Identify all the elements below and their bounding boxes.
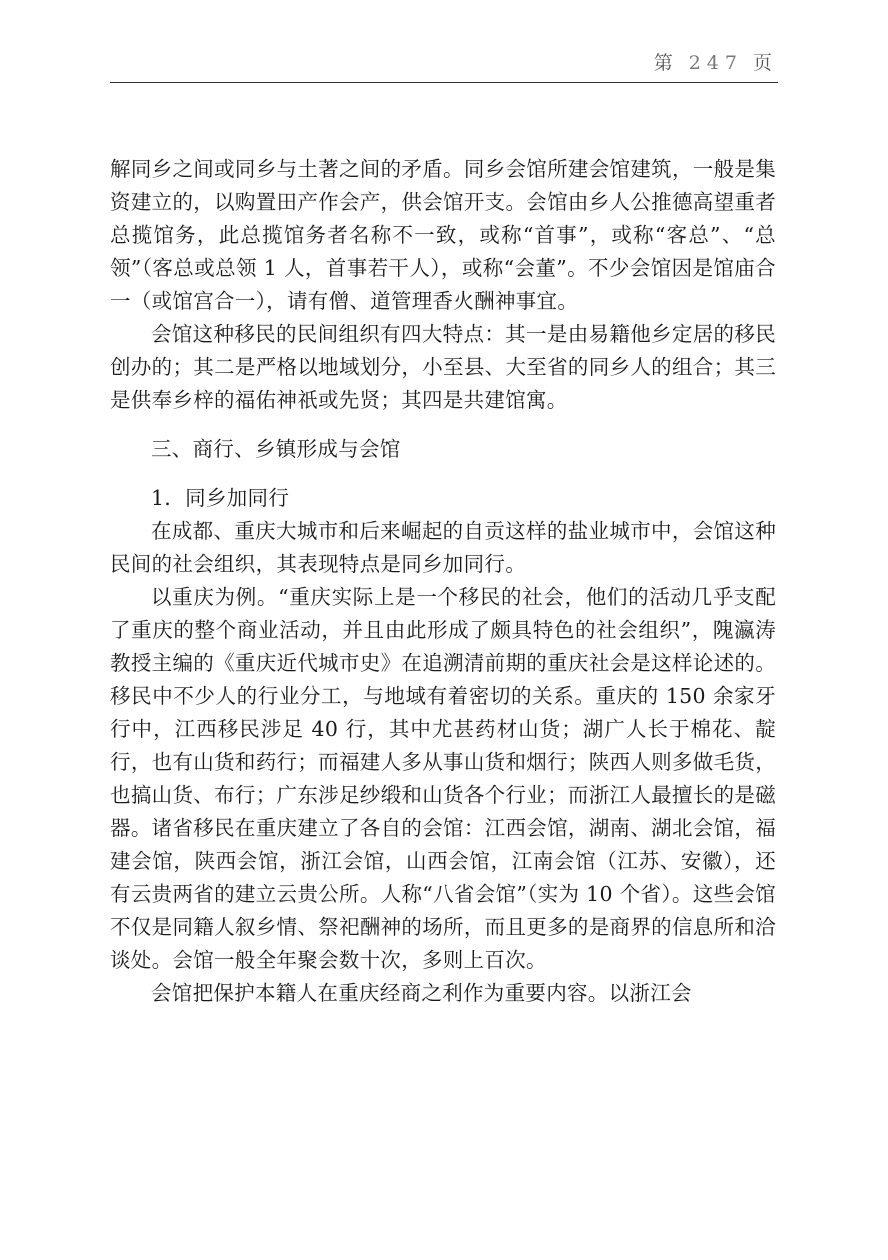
spacer [110, 466, 776, 482]
page-header [110, 48, 778, 75]
page-label-prefix: 第 [653, 52, 679, 74]
section-heading: 三、商行、乡镇形成与会馆 [151, 437, 401, 461]
spacer [110, 417, 776, 433]
paragraph-intro: 在成都、重庆大城市和后来崛起的自贡这样的盐业城市中，会馆这种民间的社会组织，其表现特点是同乡加同行。 [110, 519, 776, 576]
paragraph-protection: 会馆把保护本籍人在重庆经商之利作为重要内容。以浙江会 [151, 981, 692, 1005]
page-label-suffix: 页 [752, 52, 778, 74]
paragraph-features: 会馆这种移民的民间组织有四大特点：其一是由易籍他乡定居的移民创办的；其二是严格以地域划分，小至县、大至省的同乡人的组合；其三是供奉乡梓的福佑神祇或先贤；其四是共建馆寓。 [110, 322, 776, 412]
paragraph-chongqing: 以重庆为例。“重庆实际上是一个移民的社会，他们的活动几乎支配了重庆的整个商业活动，并且由此形成了颇具特色的社会组织”，隗瀛涛教授主编的《重庆近代城市史》在追溯清前期的重庆社会是这样论述的。移民中不少人的行业分工，与地域有着密切的关系。重庆的 150 余家牙行中，江西移民涉足 40 行，其中尤甚药材山货；湖广人长于棉花、靛行，也有山货和药行；而福建人多从事山货和烟行；陕西人则多做毛货，也搞山货、布行；广东涉足纱缎和山货各个行业；而浙江人最擅长的是磁器。诸省移民在重庆建立了各自的会馆：江西会馆，湖南、湖北会馆，福建会馆，陕西会馆，浙江会馆，山西会馆，江南会馆（江苏、安徽），还有云贵两省的建立云贵公所。人称“八省会馆”（实为 10 个省）。这些会馆不仅是同籍人叙乡情、祭祀酬神的场所，而且更多的是商界的信息所和洽谈处。会馆一般全年聚会数十次，多则上百次。 [110, 585, 776, 972]
subsection-heading: 1．同乡加同行 [151, 486, 290, 510]
paragraph-continuation: 解同乡之间或同乡与土著之间的矛盾。同乡会馆所建会馆建筑，一般是集资建立的，以购置田产作会产，供会馆开支。会馆由乡人公推德高望重者总揽馆务，此总揽馆务者名称不一致，或称“首事”，或称“客总”、“总领”（客总或总领 1 人，首事若干人），或称“会董”。不少会馆因是馆庙合一（或馆宫合一），请有僧、道管理香火酬神事宜。 [110, 157, 776, 313]
body-text [110, 153, 776, 1010]
page-number: 247 [688, 52, 743, 74]
header-rule [110, 82, 778, 83]
